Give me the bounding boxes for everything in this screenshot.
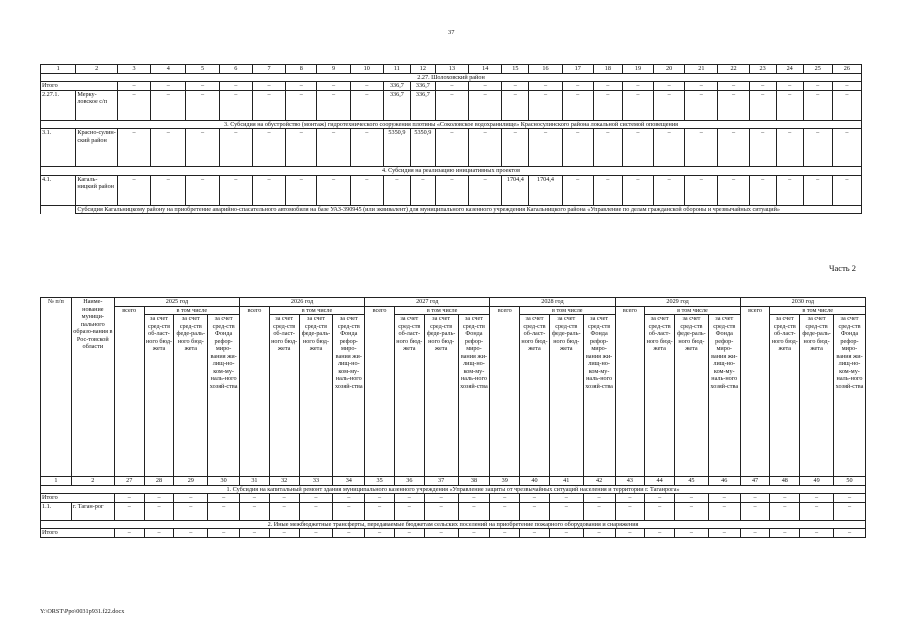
value-cell: – — [469, 82, 502, 91]
section-4-title: 4. Субсидия на реализацию инициативных проектов — [41, 167, 862, 176]
value-cell: – — [529, 82, 562, 91]
value-cell: – — [645, 529, 675, 538]
value-cell: – — [435, 175, 468, 205]
value-cell: – — [593, 175, 622, 205]
value-cell: – — [117, 82, 150, 91]
column-number: 37 — [424, 477, 458, 486]
value-cell: – — [718, 82, 749, 91]
column-number: 44 — [645, 477, 675, 486]
table-row — [41, 82, 862, 91]
value-cell: – — [832, 82, 861, 91]
value-cell: 5350,9 — [383, 129, 410, 167]
col-header-federal-budget: за счет сред-ств феде-раль-ного бюд-жета — [675, 315, 709, 477]
section-3-title: 3. Субсидия на обустройство (монтаж) гидротехнического сооружения плотины «Соколовское водохранилище» Красносулинского района локальной системой оповещения — [41, 120, 862, 129]
value-cell: – — [803, 175, 832, 205]
value-cell: – — [286, 82, 317, 91]
col-header-including: в том числе — [770, 306, 866, 315]
value-cell: – — [583, 529, 615, 538]
row-number: 4.1. — [41, 175, 76, 205]
table-row — [41, 129, 862, 167]
value-cell: – — [583, 494, 615, 503]
column-number: 19 — [622, 65, 653, 74]
value-cell: – — [834, 529, 866, 538]
column-number: 6 — [219, 65, 252, 74]
column-number: 49 — [800, 477, 834, 486]
col-header-including: в том числе — [394, 306, 489, 315]
value-cell: – — [317, 82, 350, 91]
value-cell: – — [117, 175, 150, 205]
value-cell: – — [654, 82, 685, 91]
value-cell: – — [333, 502, 365, 520]
col-header-federal-budget: за счет сред-ств феде-раль-ного бюд-жета — [549, 315, 583, 477]
value-cell: – — [502, 82, 529, 91]
value-cell: – — [365, 494, 395, 503]
value-cell: – — [502, 90, 529, 120]
col-header-total: всего — [740, 306, 770, 477]
value-cell: – — [622, 175, 653, 205]
column-number: 22 — [718, 65, 749, 74]
year-header: 2029 год — [615, 298, 740, 307]
value-cell: 336,7 — [383, 82, 410, 91]
column-number: 41 — [549, 477, 583, 486]
column-number: 14 — [469, 65, 502, 74]
col-header-total: всего — [114, 306, 144, 477]
value-cell: – — [219, 175, 252, 205]
value-cell: 336,7 — [410, 90, 435, 120]
value-cell: – — [208, 529, 240, 538]
value-cell: – — [718, 90, 749, 120]
value-cell: – — [622, 129, 653, 167]
value-cell: – — [832, 175, 861, 205]
value-cell: – — [593, 90, 622, 120]
value-cell: – — [365, 529, 395, 538]
value-cell: – — [317, 90, 350, 120]
column-number: 2 — [76, 65, 118, 74]
value-cell: – — [645, 502, 675, 520]
col-header-housing-fund: за счет сред-ств Фонда рефор-миро-вания жи-лищ-но-ком-му-наль-ного хозяй-ства — [333, 315, 365, 477]
col-header-housing-fund: за счет сред-ств Фонда рефор-миро-вания жи-лищ-но-ком-му-наль-ного хозяй-ства — [583, 315, 615, 477]
value-cell: – — [770, 502, 800, 520]
value-cell: – — [151, 129, 186, 167]
value-cell: – — [562, 175, 593, 205]
bottom-header-number-row — [41, 477, 866, 486]
value-cell: – — [562, 90, 593, 120]
value-cell: – — [593, 82, 622, 91]
column-number: 30 — [208, 477, 240, 486]
value-cell: – — [469, 90, 502, 120]
column-number: 8 — [286, 65, 317, 74]
column-number: 13 — [435, 65, 468, 74]
value-cell: – — [834, 494, 866, 503]
bottom-table — [40, 297, 866, 538]
value-cell: – — [800, 502, 834, 520]
value-cell: – — [615, 494, 645, 503]
column-number: 18 — [593, 65, 622, 74]
column-number: 43 — [615, 477, 645, 486]
value-cell: – — [832, 129, 861, 167]
col-header-regional-budget: за счет сред-ств об-ласт-ного бюд-жета — [394, 315, 424, 477]
value-cell: – — [549, 529, 583, 538]
value-cell: – — [394, 494, 424, 503]
value-cell: – — [685, 129, 718, 167]
col-header-number: № п/п — [41, 298, 72, 477]
value-cell: – — [208, 494, 240, 503]
value-cell: – — [435, 129, 468, 167]
value-cell: 1704,4 — [502, 175, 529, 205]
value-cell: – — [593, 129, 622, 167]
value-cell: – — [562, 129, 593, 167]
value-cell: – — [151, 90, 186, 120]
value-cell: – — [252, 129, 285, 167]
col-header-regional-budget: за счет сред-ств об-ласт-ного бюд-жета — [520, 315, 550, 477]
row-number: 1.1. — [41, 502, 72, 520]
value-cell: – — [435, 82, 468, 91]
municipality-name: Красно-сулин-ский район — [76, 129, 118, 167]
value-cell: – — [186, 82, 219, 91]
municipality-name: г. Таган-рог — [71, 502, 114, 520]
value-cell: – — [562, 82, 593, 91]
year-header: 2030 год — [740, 298, 865, 307]
value-cell: – — [490, 529, 520, 538]
col-header-total: всего — [365, 306, 395, 477]
col-header-regional-budget: за счет сред-ств об-ласт-ного бюд-жета — [269, 315, 299, 477]
column-number: 2 — [71, 477, 114, 486]
municipality-name: Кагаль-ницкий район — [76, 175, 118, 205]
value-cell: – — [675, 529, 709, 538]
col-header-housing-fund: за счет сред-ств Фонда рефор-миро-вания жи-лищ-но-ком-му-наль-ного хозяй-ства — [708, 315, 740, 477]
table-row — [41, 90, 862, 120]
value-cell: – — [520, 494, 550, 503]
row-label: Итого — [41, 529, 115, 538]
value-cell: – — [114, 502, 144, 520]
value-cell: – — [740, 502, 770, 520]
column-number: 25 — [803, 65, 832, 74]
col-header-total: всего — [490, 306, 520, 477]
value-cell: – — [383, 175, 410, 205]
value-cell: – — [520, 502, 550, 520]
col-header-housing-fund: за счет сред-ств Фонда рефор-миро-вания жи-лищ-но-ком-му-наль-ного хозяй-ства — [208, 315, 240, 477]
table-row — [41, 529, 866, 538]
value-cell: – — [114, 529, 144, 538]
value-cell: – — [435, 90, 468, 120]
part-label: Часть 2 — [829, 263, 857, 273]
table-row — [41, 175, 862, 205]
value-cell: – — [615, 502, 645, 520]
value-cell: – — [317, 129, 350, 167]
value-cell: 336,7 — [383, 90, 410, 120]
value-cell: – — [269, 502, 299, 520]
col-header-total: всего — [615, 306, 645, 477]
year-header: 2026 год — [240, 298, 365, 307]
value-cell: – — [117, 90, 150, 120]
column-number: 15 — [502, 65, 529, 74]
value-cell: – — [654, 129, 685, 167]
value-cell: – — [749, 129, 776, 167]
value-cell: – — [740, 494, 770, 503]
value-cell: – — [219, 82, 252, 91]
section-2-title: 2. Иные межбюджетные трансферты, передаваемые бюджетам сельских поселений на приобретение пожарного оборудования и снаряжения — [41, 520, 866, 529]
value-cell: – — [458, 529, 490, 538]
column-number: 4 — [151, 65, 186, 74]
value-cell: – — [219, 129, 252, 167]
value-cell: – — [219, 90, 252, 120]
value-cell: – — [252, 82, 285, 91]
value-cell: – — [685, 175, 718, 205]
value-cell: – — [240, 529, 270, 538]
column-number: 26 — [832, 65, 861, 74]
col-header-federal-budget: за счет сред-ств феде-раль-ного бюд-жета — [800, 315, 834, 477]
value-cell: – — [286, 175, 317, 205]
column-number: 23 — [749, 65, 776, 74]
column-number: 45 — [675, 477, 709, 486]
value-cell: – — [622, 82, 653, 91]
value-cell: – — [299, 494, 333, 503]
column-number: 9 — [317, 65, 350, 74]
value-cell: – — [410, 175, 435, 205]
value-cell: – — [549, 494, 583, 503]
value-cell: – — [615, 529, 645, 538]
value-cell: – — [685, 90, 718, 120]
column-number: 3 — [117, 65, 150, 74]
value-cell: – — [350, 90, 383, 120]
value-cell: – — [286, 129, 317, 167]
col-header-housing-fund: за счет сред-ств Фонда рефор-миро-вания жи-лищ-но-ком-му-наль-ного хозяй-ства — [458, 315, 490, 477]
column-number: 17 — [562, 65, 593, 74]
value-cell: – — [240, 502, 270, 520]
column-number: 21 — [685, 65, 718, 74]
value-cell: – — [151, 82, 186, 91]
value-cell: – — [424, 529, 458, 538]
value-cell: 5350,9 — [410, 129, 435, 167]
value-cell: – — [424, 502, 458, 520]
value-cell: – — [269, 529, 299, 538]
value-cell: – — [583, 502, 615, 520]
value-cell: – — [333, 529, 365, 538]
value-cell: – — [834, 502, 866, 520]
column-number: 50 — [834, 477, 866, 486]
column-number: 29 — [174, 477, 208, 486]
row-number: 3.1. — [41, 129, 76, 167]
value-cell: – — [529, 90, 562, 120]
value-cell: – — [740, 529, 770, 538]
value-cell: – — [776, 129, 803, 167]
value-cell: – — [490, 494, 520, 503]
value-cell: – — [708, 494, 740, 503]
value-cell: – — [803, 90, 832, 120]
footer-file-path: Y:\ORST\Ppo\0031p931.f22.docx — [40, 608, 125, 615]
value-cell: – — [675, 502, 709, 520]
value-cell: – — [749, 175, 776, 205]
value-cell: 336,7 — [410, 82, 435, 91]
value-cell: – — [770, 529, 800, 538]
value-cell: – — [749, 90, 776, 120]
column-number: 40 — [520, 477, 550, 486]
value-cell: – — [186, 129, 219, 167]
value-cell: – — [174, 502, 208, 520]
value-cell: – — [424, 494, 458, 503]
value-cell: – — [252, 90, 285, 120]
municipality-name: Мерку-ловское с/п — [76, 90, 118, 120]
value-cell: – — [749, 82, 776, 91]
section-1-title: 1. Субсидия на капитальный ремонт здания муниципального казенного учреждения «Управление защиты от чрезвычайных ситуаций населения и территории г. Таганрога» — [41, 485, 866, 494]
value-cell: – — [350, 175, 383, 205]
value-cell: – — [776, 90, 803, 120]
column-number: 39 — [490, 477, 520, 486]
value-cell: – — [520, 529, 550, 538]
year-header: 2025 год — [114, 298, 239, 307]
row-label: Итого — [41, 494, 115, 503]
column-number: 31 — [240, 477, 270, 486]
value-cell: – — [718, 129, 749, 167]
value-cell: – — [654, 175, 685, 205]
value-cell: 1704,4 — [529, 175, 562, 205]
value-cell: – — [469, 129, 502, 167]
column-number: 35 — [365, 477, 395, 486]
col-header-regional-budget: за счет сред-ств об-ласт-ного бюд-жета — [645, 315, 675, 477]
value-cell: – — [718, 175, 749, 205]
value-cell: – — [708, 502, 740, 520]
value-cell: – — [708, 529, 740, 538]
value-cell: – — [803, 129, 832, 167]
section-2-27-title: 2.27. Шолоховский район — [41, 73, 862, 82]
col-header-federal-budget: за счет сред-ств феде-раль-ного бюд-жета — [299, 315, 333, 477]
column-number: 36 — [394, 477, 424, 486]
top-table — [40, 64, 862, 214]
column-number: 34 — [333, 477, 365, 486]
column-number: 42 — [583, 477, 615, 486]
col-header-housing-fund: за счет сред-ств Фонда рефор-миро-вания жи-лищ-но-ком-му-наль-ного хозяй-ства — [834, 315, 866, 477]
value-cell: – — [832, 90, 861, 120]
value-cell: – — [776, 82, 803, 91]
column-number: 1 — [41, 477, 72, 486]
column-number: 33 — [299, 477, 333, 486]
value-cell: – — [186, 90, 219, 120]
value-cell: – — [469, 175, 502, 205]
value-cell: – — [394, 529, 424, 538]
top-header-row — [41, 65, 862, 74]
column-number: 1 — [41, 65, 76, 74]
value-cell: – — [622, 90, 653, 120]
value-cell: – — [800, 529, 834, 538]
column-number: 7 — [252, 65, 285, 74]
col-header-including: в том числе — [144, 306, 239, 315]
col-header-name: Наиме-нование муници-пального образо-вания в Рос-товской области — [71, 298, 114, 477]
value-cell: – — [458, 494, 490, 503]
value-cell: – — [490, 502, 520, 520]
value-cell: – — [502, 129, 529, 167]
row-number: 2.27.1. — [41, 90, 76, 120]
col-header-including: в том числе — [520, 306, 615, 315]
value-cell: – — [174, 529, 208, 538]
column-number: 32 — [269, 477, 299, 486]
value-cell: – — [350, 82, 383, 91]
value-cell: – — [299, 502, 333, 520]
value-cell: – — [252, 175, 285, 205]
value-cell: – — [365, 502, 395, 520]
column-number: 10 — [350, 65, 383, 74]
col-header-federal-budget: за счет сред-ств феде-раль-ного бюд-жета — [424, 315, 458, 477]
column-number: 5 — [186, 65, 219, 74]
value-cell: – — [144, 494, 174, 503]
value-cell: – — [117, 129, 150, 167]
column-number: 27 — [114, 477, 144, 486]
value-cell: – — [654, 90, 685, 120]
value-cell: – — [350, 129, 383, 167]
value-cell: – — [800, 494, 834, 503]
value-cell: – — [269, 494, 299, 503]
column-number: 16 — [529, 65, 562, 74]
col-header-federal-budget: за счет сред-ств феде-раль-ного бюд-жета — [174, 315, 208, 477]
col-header-regional-budget: за счет сред-ств об-ласт-ного бюд-жета — [144, 315, 174, 477]
value-cell: – — [186, 175, 219, 205]
value-cell: – — [458, 502, 490, 520]
column-number: 11 — [383, 65, 410, 74]
value-cell: – — [240, 494, 270, 503]
value-cell: – — [549, 502, 583, 520]
column-number: 12 — [410, 65, 435, 74]
value-cell: – — [529, 129, 562, 167]
value-cell: – — [174, 494, 208, 503]
value-cell: – — [299, 529, 333, 538]
value-cell: – — [151, 175, 186, 205]
column-number: 28 — [144, 477, 174, 486]
value-cell: – — [286, 90, 317, 120]
col-header-regional-budget: за счет сред-ств об-ласт-ного бюд-жета — [770, 315, 800, 477]
subsidy-note: Субсидия Кагальницкому району на приобретение аварийно-спасательного автомобиля на базе УАЗ-390945 (или эквивалент) для муниципального казенного учреждения Кагальницкого района «Управление по делам гражданской обороны и чрезвычайных ситуаций» — [76, 205, 862, 214]
column-number: 46 — [708, 477, 740, 486]
year-header: 2027 год — [365, 298, 490, 307]
value-cell: – — [645, 494, 675, 503]
col-header-including: в том числе — [645, 306, 740, 315]
value-cell: – — [114, 494, 144, 503]
column-number: 20 — [654, 65, 685, 74]
year-header: 2028 год — [490, 298, 615, 307]
column-number: 38 — [458, 477, 490, 486]
value-cell: – — [144, 529, 174, 538]
value-cell: – — [144, 502, 174, 520]
value-cell: – — [394, 502, 424, 520]
value-cell: – — [770, 494, 800, 503]
column-number: 47 — [740, 477, 770, 486]
table-row — [41, 494, 866, 503]
table-row — [41, 502, 866, 520]
value-cell: – — [803, 82, 832, 91]
row-label: Итого — [41, 82, 118, 91]
page-number: 37 — [448, 29, 455, 36]
value-cell: – — [333, 494, 365, 503]
value-cell: – — [776, 175, 803, 205]
value-cell: – — [675, 494, 709, 503]
value-cell: – — [208, 502, 240, 520]
value-cell: – — [685, 82, 718, 91]
col-header-including: в том числе — [269, 306, 364, 315]
column-number: 24 — [776, 65, 803, 74]
column-number: 48 — [770, 477, 800, 486]
value-cell: – — [317, 175, 350, 205]
col-header-total: всего — [240, 306, 270, 477]
